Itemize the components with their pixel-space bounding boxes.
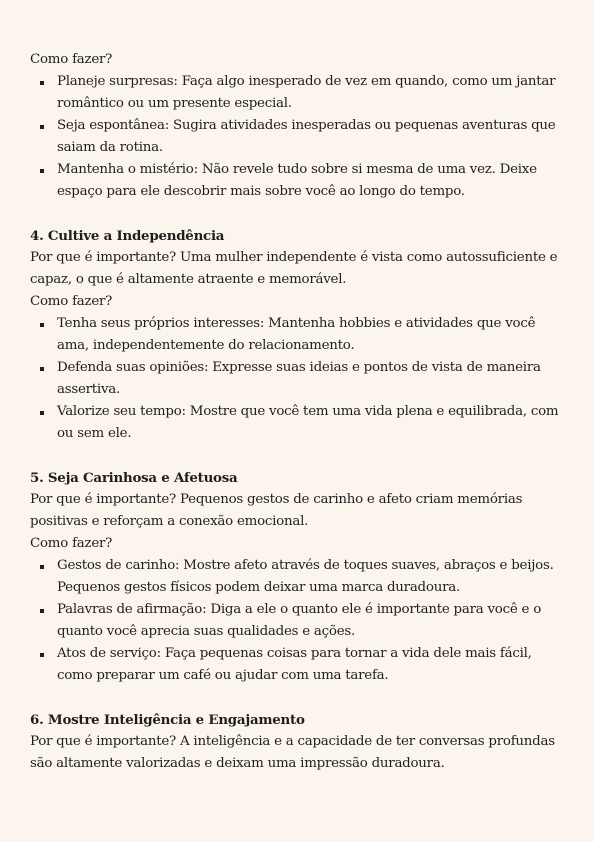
bullet-list bbox=[30, 71, 564, 203]
list-item bbox=[30, 643, 564, 687]
section-heading: 4. Cultive a Independência bbox=[30, 228, 225, 244]
section-spacer bbox=[30, 203, 564, 225]
bullet-icon bbox=[40, 609, 44, 613]
how-label: Como fazer? bbox=[30, 52, 113, 67]
list-item bbox=[30, 313, 564, 357]
list-item-text: Seja espontânea: Sugira atividades inesperadas ou pequenas aventuras que saiam da rotina. bbox=[57, 118, 556, 155]
bullet-icon bbox=[40, 565, 44, 569]
section-spacer bbox=[30, 445, 564, 467]
list-item-text: Palavras de afirmação: Diga a ele o quanto ele é importante para você e o quanto você aprecia suas qualidades e ações. bbox=[57, 602, 542, 639]
section-heading: 6. Mostre Inteligência e Engajamento bbox=[30, 712, 305, 728]
bullet-icon bbox=[40, 125, 44, 129]
list-item bbox=[30, 357, 564, 401]
bullet-list bbox=[30, 313, 564, 445]
bullet-icon bbox=[40, 653, 44, 657]
list-item-text: Defenda suas opiniões: Expresse suas ideias e pontos de vista de maneira assertiva. bbox=[57, 360, 541, 397]
bullet-icon bbox=[40, 81, 44, 85]
list-item-text: Valorize seu tempo: Mostre que você tem uma vida plena e equilibrada, com ou sem ele. bbox=[57, 404, 559, 441]
bullet-icon bbox=[40, 323, 44, 327]
why-paragraph: Por que é importante? Uma mulher independente é vista como autossuficiente e capaz, o que é altamente atraente e memorável. bbox=[30, 250, 558, 287]
list-item bbox=[30, 555, 564, 599]
bullet-list bbox=[30, 555, 564, 687]
why-paragraph: Por que é importante? Pequenos gestos de carinho e afeto criam memórias positivas e reforçam a conexão emocional. bbox=[30, 492, 523, 529]
list-item-text: Mantenha o mistério: Não revele tudo sobre si mesma de uma vez. Deixe espaço para ele descobrir mais sobre você ao longo do tempo. bbox=[57, 162, 537, 199]
bullet-icon bbox=[40, 367, 44, 371]
list-item-text: Gestos de carinho: Mostre afeto através de toques suaves, abraços e beijos. Pequenos gestos físicos podem deixar uma marca duradoura. bbox=[57, 558, 554, 595]
how-label: Como fazer? bbox=[30, 294, 113, 309]
section-heading: 5. Seja Carinhosa e Afetuosa bbox=[30, 470, 238, 486]
list-item bbox=[30, 71, 564, 115]
list-item-text: Tenha seus próprios interesses: Mantenha hobbies e atividades que você ama, independentemente do relacionamento. bbox=[57, 316, 536, 353]
list-item-text: Planeje surpresas: Faça algo inesperado de vez em quando, como um jantar romântico ou um presente especial. bbox=[57, 74, 556, 111]
list-item bbox=[30, 115, 564, 159]
bullet-icon bbox=[40, 411, 44, 415]
bullet-icon bbox=[40, 169, 44, 173]
list-item bbox=[30, 401, 564, 445]
why-paragraph: Por que é importante? A inteligência e a capacidade de ter conversas profundas são altamente valorizadas e deixam uma impressão duradoura. bbox=[30, 734, 555, 771]
list-item bbox=[30, 159, 564, 203]
list-item-text: Atos de serviço: Faça pequenas coisas para tornar a vida dele mais fácil, como preparar um café ou ajudar com uma tarefa. bbox=[57, 646, 532, 683]
section-spacer bbox=[30, 687, 564, 709]
how-label: Como fazer? bbox=[30, 536, 113, 551]
list-item bbox=[30, 599, 564, 643]
